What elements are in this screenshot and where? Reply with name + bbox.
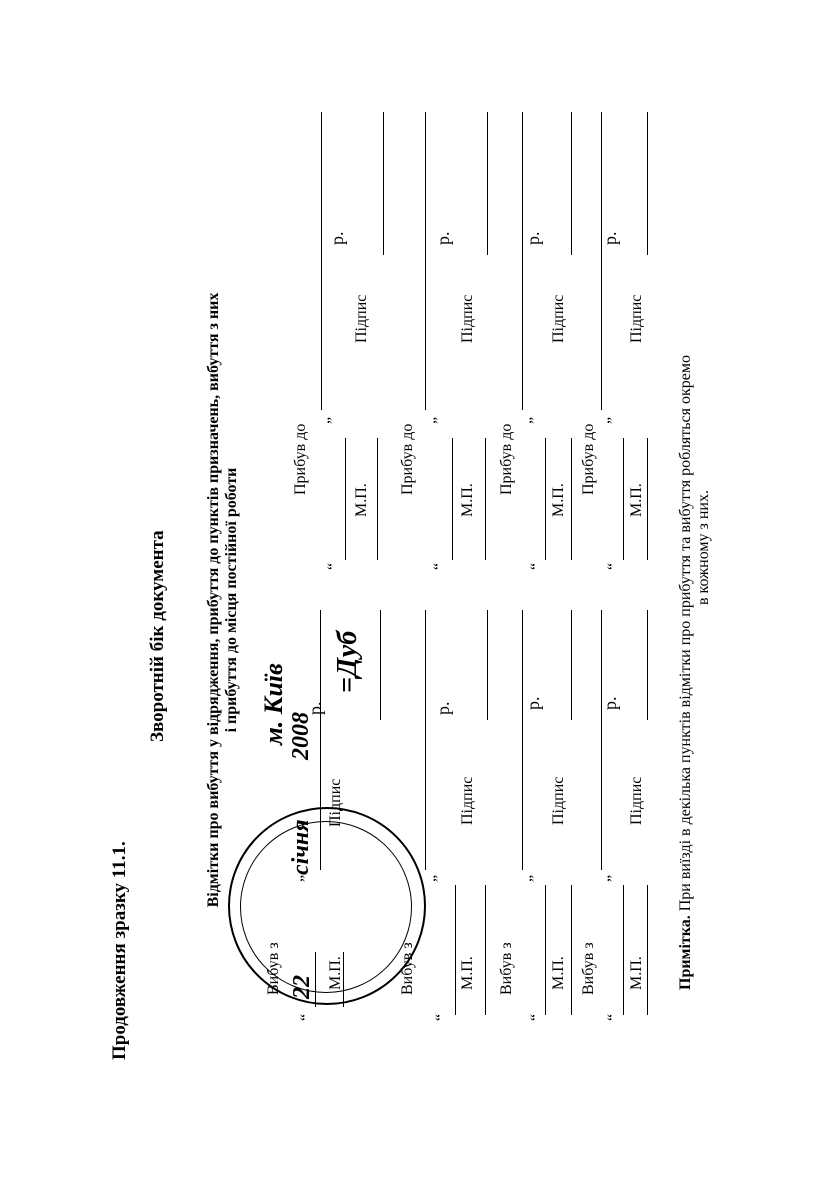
stamp-inner-ring	[240, 821, 412, 993]
note-label: Примітка.	[677, 915, 694, 990]
signature-label: Підпис	[628, 776, 645, 825]
day-line	[623, 885, 624, 1015]
seal-label: М.П.	[459, 483, 476, 517]
signature-label: Підпис	[459, 294, 476, 343]
day-line	[545, 438, 546, 560]
seal-line	[571, 885, 572, 1015]
seal-label: М.П.	[628, 483, 645, 517]
month-line	[522, 610, 523, 870]
signature-label: Підпис	[327, 778, 344, 827]
day-line	[623, 438, 624, 560]
page-subtitle: Зворотній бік документа	[147, 530, 168, 742]
signature-line	[571, 112, 572, 255]
page-title: Продовження зразку 11.1.	[109, 841, 130, 1060]
quote-open: “	[528, 562, 545, 570]
signature-line	[383, 112, 384, 255]
signature-label: Підпис	[459, 776, 476, 825]
filled-year: 2008	[288, 712, 314, 760]
year-suffix: р.	[600, 231, 620, 245]
month-line	[321, 112, 322, 410]
quote-open: “	[431, 562, 448, 570]
quote-close: ”	[431, 416, 448, 424]
signature-line	[487, 112, 488, 255]
seal-line	[485, 438, 486, 560]
signature-label: Підпис	[550, 294, 567, 343]
filled-month: січня	[288, 819, 314, 875]
quote-open: “	[298, 1013, 315, 1021]
signature-label: Підпис	[353, 294, 370, 343]
arrived-label: Прибув до	[580, 423, 597, 495]
year-suffix: р.	[327, 231, 347, 245]
seal-label: М.П.	[327, 956, 344, 990]
month-line	[522, 112, 523, 410]
quote-close: ”	[298, 874, 315, 882]
signature-line	[380, 610, 381, 720]
year-suffix: р.	[433, 231, 453, 245]
quote-close: ”	[605, 874, 622, 882]
quote-open: “	[528, 1013, 545, 1021]
signature-label: Підпис	[628, 294, 645, 343]
quote-close: ”	[431, 874, 448, 882]
rotated-form	[95, 45, 712, 1065]
seal-label: М.П.	[459, 956, 476, 990]
month-line	[601, 610, 602, 870]
signature-line	[647, 610, 648, 720]
quote-close: ”	[527, 874, 544, 882]
seal-line	[485, 885, 486, 1015]
seal-label: М.П.	[550, 483, 567, 517]
signature-line	[487, 610, 488, 720]
seal-line	[647, 885, 648, 1015]
arrived-label: Прибув до	[292, 423, 309, 495]
year-suffix: р.	[433, 701, 453, 715]
day-line	[545, 885, 546, 1015]
note-text: При виїзді в декілька пунктів відмітки про прибуття та вибуття робляться окремо	[677, 355, 694, 916]
filled-day: 22	[289, 975, 315, 999]
quote-open: “	[433, 1013, 450, 1021]
year-suffix: р.	[600, 696, 620, 710]
year-suffix: р.	[305, 701, 325, 715]
quote-open: “	[605, 562, 622, 570]
signature-label: Підпис	[550, 776, 567, 825]
quote-open: “	[325, 562, 342, 570]
seal-label: М.П.	[353, 483, 370, 517]
year-suffix: р.	[523, 231, 543, 245]
departed-label: Вибув з	[580, 942, 597, 995]
departed-label: Вибув з	[399, 942, 416, 995]
arrived-label: Прибув до	[399, 423, 416, 495]
day-line	[345, 438, 346, 560]
form-heading-line2: і прибуття до місця постійної роботи	[223, 467, 240, 733]
month-line	[425, 112, 426, 410]
quote-open: “	[605, 1013, 622, 1021]
seal-label: М.П.	[550, 956, 567, 990]
note-line1	[677, 355, 695, 990]
quote-close: ”	[527, 416, 544, 424]
filled-city: м. Київ	[259, 663, 288, 745]
day-line	[455, 885, 456, 1015]
seal-label: М.П.	[628, 956, 645, 990]
month-line	[601, 112, 602, 410]
arrived-label: Прибув до	[498, 423, 515, 495]
form-heading-line1: Відмітки про вибуття у відрядження, прибуття до пунктів призначень, вибуття з них	[205, 292, 222, 908]
quote-close: ”	[325, 416, 342, 424]
departed-label: Вибув з	[265, 942, 282, 995]
filled-signature: =Дуб	[332, 630, 363, 693]
month-line	[425, 610, 426, 870]
note-line2: в кожному з них.	[695, 490, 712, 605]
signature-line	[647, 112, 648, 255]
departed-label: Вибув з	[498, 942, 515, 995]
seal-line	[571, 438, 572, 560]
signature-line	[571, 610, 572, 720]
seal-line	[647, 438, 648, 560]
year-suffix: р.	[523, 696, 543, 710]
day-line	[452, 438, 453, 560]
seal-line	[377, 438, 378, 560]
quote-close: ”	[605, 416, 622, 424]
